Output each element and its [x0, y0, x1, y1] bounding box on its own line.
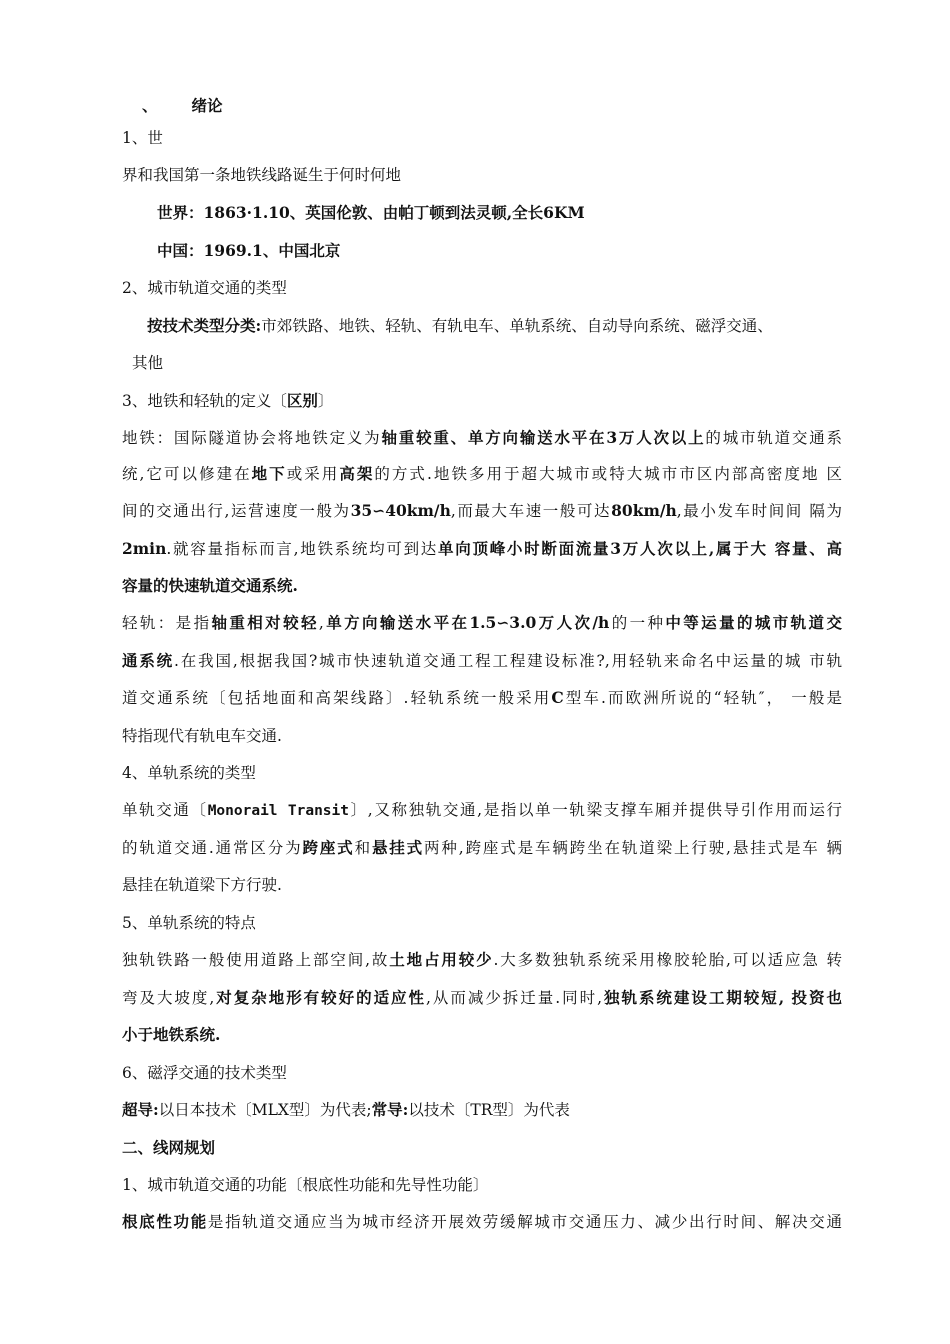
- text-bold: 单方向输送水平在1.5∽3.0万人次/h: [323, 613, 610, 632]
- text: ,: [318, 614, 324, 632]
- text: ,而最大车速一般可达: [450, 502, 612, 520]
- text: 单轨交通〔: [122, 801, 208, 819]
- text-bold: C: [551, 688, 564, 707]
- text: 间的交通出行,运营速度一般为: [122, 502, 351, 520]
- text-bold: 地下: [251, 464, 287, 483]
- subway-para-line-3: [122, 501, 842, 521]
- text: 或采用: [286, 465, 340, 483]
- question-4: 4、单轨系统的类型: [122, 764, 256, 782]
- text: 〕,又称独轨交通,是指以单一轨梁支撑车厢并提供导引作用而运行: [349, 801, 842, 819]
- text: 的一种: [609, 614, 666, 632]
- text: 轻轨：是指: [122, 614, 212, 632]
- text-bold: 根底性功能: [122, 1212, 208, 1231]
- classification-list: 市郊铁路、地铁、轻轨、有轨电车、单轨系统、自动导向系统、磁浮交通、: [261, 317, 773, 335]
- basic-function-line: [122, 1212, 842, 1232]
- answer-world: 世界：1863·1.10、英国伦敦、由帕丁顿到法灵顿,全长6KM: [157, 203, 585, 222]
- feature-para-line-3: 小于地铁系统.: [122, 1025, 221, 1044]
- text-bold: 轴重相对较轻: [211, 613, 319, 632]
- section-2-question-1: 1、城市轨道交通的功能〔根底性功能和先导性功能〕: [122, 1176, 489, 1194]
- text: 两种,跨座式是车辆跨坐在轨道梁上行驶,悬挂式是车 辆: [424, 839, 842, 857]
- question-2: 2、城市轨道交通的类型: [122, 279, 287, 297]
- text: 的城市轨道交通系: [705, 429, 842, 447]
- subway-para-line-5: 容量的快速轨道交通系统.: [122, 576, 298, 595]
- text: 的方式.地铁多用于超大城市或特大城市市区内部高密度地 区: [374, 465, 842, 483]
- text: 以日本技术〔MLX型〕为代表;: [158, 1101, 372, 1119]
- question-3-close: 〕: [317, 392, 334, 410]
- question-3: [122, 391, 842, 411]
- maglev-line: [122, 1100, 842, 1120]
- text: 道交通系统〔包括地面和高架线路〕.轻轨系统一般采用: [122, 689, 552, 707]
- answer-china: 中国：1969.1、中国北京: [157, 241, 341, 260]
- text: 以技术〔TR型〕为代表: [408, 1101, 570, 1119]
- monorail-para-line-3: 悬挂在轨道梁下方行驶.: [122, 876, 282, 894]
- question-6: 6、磁浮交通的技术类型: [122, 1064, 287, 1082]
- text-bold: 2min: [122, 539, 167, 558]
- text-bold: 悬挂式: [371, 838, 425, 857]
- text-bold: 35∽40km/h: [350, 501, 451, 520]
- section-1-number-mark: 、: [142, 96, 158, 115]
- text: 和: [354, 839, 372, 857]
- lrt-para-line-1: [122, 613, 842, 633]
- text-bold: Monorail Transit: [207, 803, 350, 819]
- text: 地铁：国际隧道协会将地铁定义为: [122, 429, 382, 447]
- classification-label: 按技术类型分类:: [147, 316, 262, 335]
- text: 统,它可以修建在: [122, 465, 252, 483]
- feature-para-line-1: [122, 950, 842, 970]
- text: 弯及大坡度,: [122, 989, 215, 1007]
- question-3-text: 3、地铁和轻轨的定义〔: [122, 392, 287, 410]
- text-bold: 独轨系统建设工期较短, 投资也: [602, 988, 842, 1007]
- text: 独轨铁路一般使用道路上部空间,故: [122, 951, 390, 969]
- subway-para-line-2: [122, 464, 842, 484]
- question-5: 5、单轨系统的特点: [122, 914, 256, 932]
- text-bold: 超导:: [122, 1100, 159, 1119]
- section-1-title: 绪论: [191, 96, 223, 115]
- question-3-bold: 区别: [286, 391, 318, 410]
- text-bold: 单向顶峰小时断面流量3万人次以上,属于大 容量、高: [438, 539, 842, 558]
- text-bold: 轴重较重、单方向输送水平在3万人次以上: [381, 428, 706, 447]
- text-bold: 通系统: [122, 651, 175, 670]
- question-1-text: 界和我国第一条地铁线路诞生于何时何地: [122, 166, 402, 184]
- lrt-para-line-3: [122, 688, 842, 708]
- lrt-para-line-2: [122, 651, 842, 671]
- text-bold: 80km/h: [611, 501, 677, 520]
- text: 是指轨道交通应当为城市经济开展效劳缓解城市交通压力、减少出行时间、解决交通: [207, 1213, 842, 1231]
- text-bold: 土地占用较少: [389, 950, 494, 969]
- section-2-heading: 二、线网规划: [122, 1138, 216, 1157]
- classification-other: 其他: [132, 354, 164, 372]
- text: ,从而减少拆迁量.同时,: [426, 989, 603, 1007]
- subway-para-line-1: [122, 428, 842, 448]
- text-bold: 中等运量的城市轨道交: [665, 613, 842, 632]
- text: .大多数独轨系统采用橡胶轮胎,可以适应急 转: [493, 951, 842, 969]
- monorail-para-line-2: [122, 838, 842, 858]
- classification-line: [147, 316, 844, 336]
- text-bold: 高架: [339, 464, 375, 483]
- feature-para-line-2: [122, 988, 842, 1008]
- text: ,最小发车时间间 隔为: [676, 502, 842, 520]
- monorail-para-line-1: [122, 800, 842, 821]
- text-bold: 跨座式: [302, 838, 355, 857]
- text-bold: 常导:: [371, 1100, 409, 1119]
- text: .就容量指标而言,地铁系统均可到达: [166, 540, 439, 558]
- lrt-para-line-4: 特指现代有轨电车交通.: [122, 727, 282, 745]
- text: 型车.而欧洲所说的“轻轨″， 一般是: [563, 689, 842, 707]
- section-1-heading: [142, 96, 862, 116]
- text-bold: 对复杂地形有较好的适应性: [214, 988, 426, 1007]
- subway-para-line-4: [122, 539, 842, 559]
- text: 的轨道交通.通常区分为: [122, 839, 303, 857]
- question-1-number: 1、世: [122, 129, 163, 147]
- text: .在我国,根据我国?城市快速轨道交通工程工程建设标准?,用轻轨来命名中运量的城 市轨: [174, 652, 842, 670]
